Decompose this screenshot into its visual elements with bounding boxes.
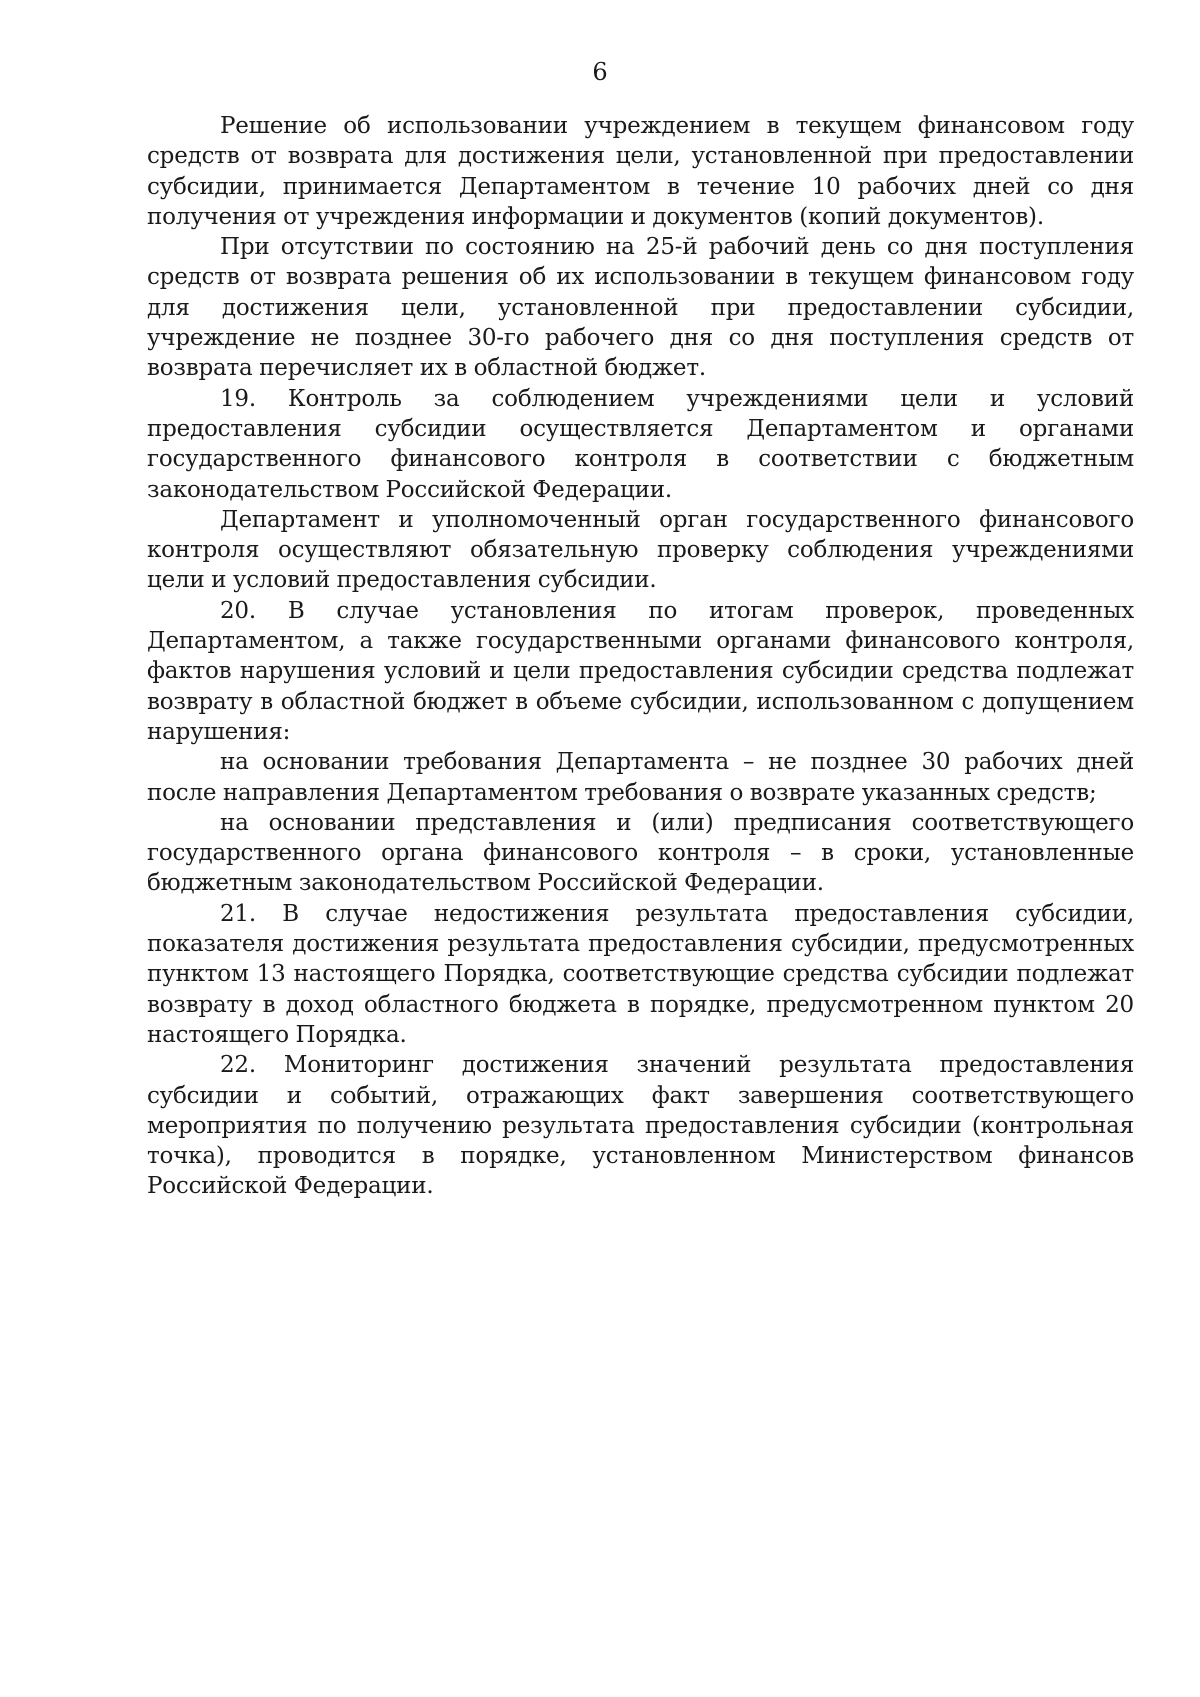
paragraph-item-20-violations: 20. В случае установления по итогам проверок, проведенных Департаментом, а также государственными органами финансового контроля, фактов нарушения условий и цели предоставления субсидии средства подлежат возврату в областной бюджет в объеме субсидии, использованном с допущением нарушения: xyxy=(147,597,1134,745)
document-body xyxy=(147,111,1134,1202)
paragraph-control-body-order: на основании представления и (или) предписания соответствующего государственного органа финансового контроля – в сроки, установленные бюджетным законодательством Российской Федерации. xyxy=(147,809,1134,897)
paragraph-absence-of-decision: При отсутствии по состоянию на 25-й рабочий день со дня поступления средств от возврата решения об их использовании в текущем финансовом году для достижения цели, установленной при предоставлении субсидии, учреждение не позднее 30-го рабочего дня со дня поступления средств от возврата перечисляет их в областной бюджет. xyxy=(147,234,1134,382)
paragraph-item-21-result-failure: 21. В случае недостижения результата предоставления субсидии, показателя достижения результата предоставления субсидии, предусмотренных пунктом 13 настоящего Порядка, соответствующие средства субсидии подлежат возврату в доход областного бюджета в порядке, предусмотренном пунктом 20 настоящего Порядка. xyxy=(147,900,1134,1048)
paragraph-mandatory-check: Департамент и уполномоченный орган государственного финансового контроля осуществляют обязательную проверку соблюдения учреждениями цели и условий предоставления субсидии. xyxy=(147,506,1134,594)
paragraph-item-22-monitoring: 22. Мониторинг достижения значений результата предоставления субсидии и событий, отражающих факт завершения соответствующего мероприятия по получению результата предоставления субсидии (контрольная точка), проводится в порядке, установленном Министерством финансов Российской Федерации. xyxy=(147,1052,1134,1200)
paragraph-item-19-control: 19. Контроль за соблюдением учреждениями цели и условий предоставления субсидии осуществляется Департаментом и органами государственного финансового контроля в соответствии с бюджетным законодательством Российской Федерации. xyxy=(147,385,1134,503)
paragraph-return-decision: Решение об использовании учреждением в текущем финансовом году средств от возврата для достижения цели, установленной при предоставлении субсидии, принимается Департаментом в течение 10 рабочих дней со дня получения от учреждения информации и документов (копий документов). xyxy=(147,113,1134,230)
paragraph-department-requirement: на основании требования Департамента – не позднее 30 рабочих дней после направления Департаментом требования о возврате указанных средств; xyxy=(147,749,1134,806)
page-number: 6 xyxy=(592,58,608,86)
